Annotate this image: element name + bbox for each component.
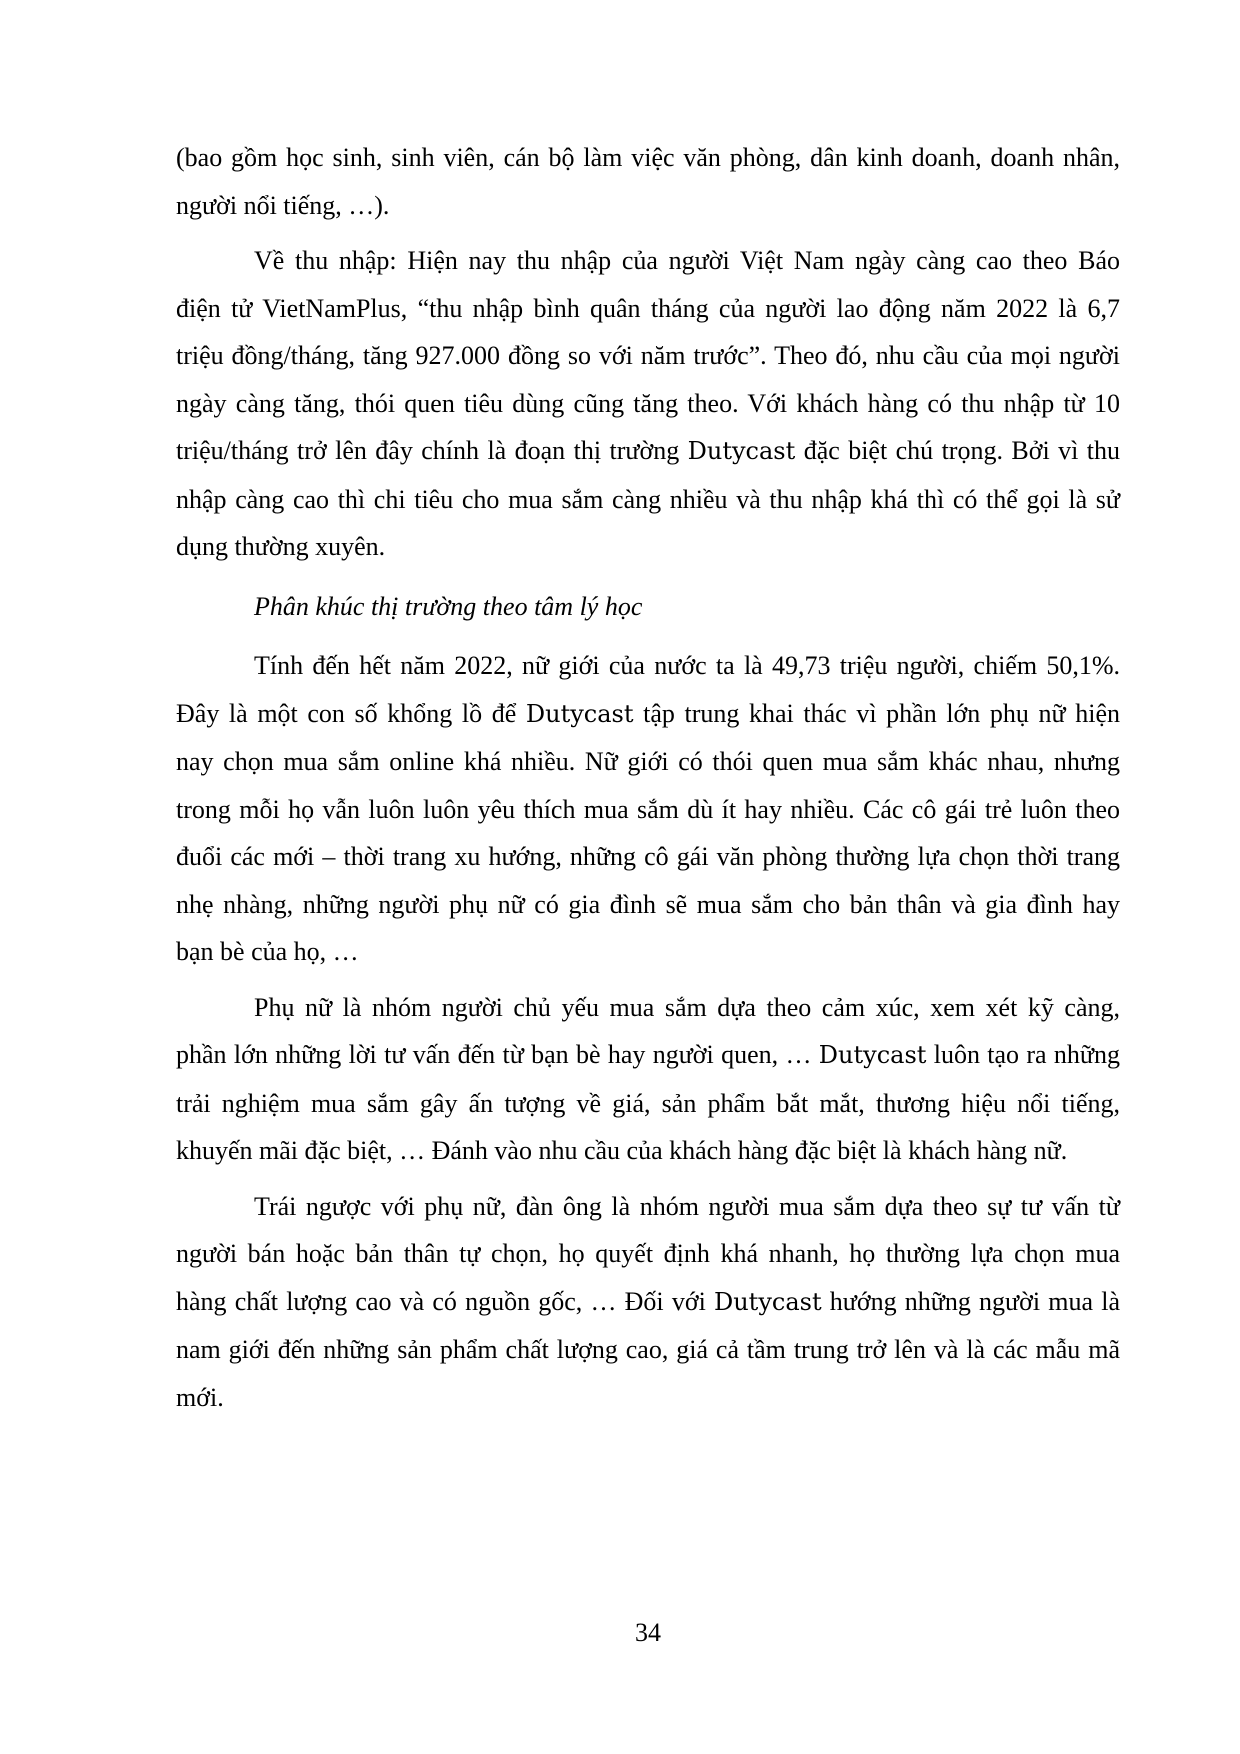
text-line: triệu/tháng trở lên đây chính là đoạn thị trường Dutycast đặc biệt chú trọng. Bởi vì thu (176, 436, 1120, 465)
text-line: Phụ nữ là nhóm người chủ yếu mua sắm dựa theo cảm xúc, xem xét kỹ càng, (254, 992, 1120, 1022)
text-line: phần lớn những lời tư vấn đến từ bạn bè hay người quen, … Dutycast luôn tạo ra những (176, 1040, 1120, 1069)
brand-name: Dutycast (525, 699, 634, 728)
text-line: nay chọn mua sắm online khá nhiều. Nữ giới có thói quen mua sắm khác nhau, nhưng (176, 747, 1120, 776)
text-line: hàng chất lượng cao và có nguồn gốc, … Đối với Dutycast hướng những người mua là (176, 1286, 1120, 1316)
text-line: khuyến mãi đặc biệt, … Đánh vào nhu cầu của khách hàng đặc biệt là khách hàng nữ. (176, 1136, 1068, 1165)
text-line: trong mỗi họ vẫn luôn luôn yêu thích mua sắm dù ít hay nhiều. Các cô gái trẻ luôn theo (176, 794, 1120, 824)
text-line: (bao gồm học sinh, sinh viên, cán bộ làm việc văn phòng, dân kinh doanh, doanh nhân, (176, 143, 1120, 172)
text-line: dụng thường xuyên. (176, 532, 386, 561)
text-line: trải nghiệm mua sắm gây ấn tượng về giá, sản phẩm bắt mắt, thương hiệu nổi tiếng, (176, 1088, 1120, 1118)
paragraph (176, 984, 1120, 1175)
brand-name: Dutycast (713, 1287, 822, 1316)
section-heading (176, 583, 1120, 631)
text-line: người bán hoặc bản thân tự chọn, họ quyết định khá nhanh, họ thường lựa chọn mua (176, 1239, 1120, 1268)
brand-name: Dutycast (818, 1041, 927, 1069)
text-line: Đây là một con số khổng lồ để Dutycast tập trung khai thác vì phần lớn phụ nữ hiện (176, 698, 1120, 728)
text-line: nhẹ nhàng, những người phụ nữ có gia đình sẽ mua sắm cho bản thân và gia đình hay (176, 889, 1120, 919)
text-line: người nổi tiếng, …). (176, 190, 390, 220)
text-line: ngày càng tăng, thói quen tiêu dùng cũng tăng theo. Với khách hàng có thu nhập từ 10 (176, 388, 1120, 418)
text-line: nhập càng cao thì chi tiêu cho mua sắm càng nhiều và thu nhập khá thì có thể gọi là sử (176, 484, 1120, 514)
paragraph (176, 134, 1120, 229)
paragraph (176, 237, 1120, 571)
text-line: Về thu nhập: Hiện nay thu nhập của người Việt Nam ngày càng cao theo Báo (254, 246, 1120, 275)
page-number: 34 (635, 1618, 661, 1647)
text-line: mới. (176, 1382, 224, 1412)
text-line: Phân khúc thị trường theo tâm lý học (254, 591, 643, 621)
brand-name: Dutycast (687, 437, 796, 465)
paragraph (176, 1183, 1120, 1422)
text-line: Trái ngược với phụ nữ, đàn ông là nhóm người mua sắm dựa theo sự tư vấn từ (254, 1191, 1120, 1221)
text-line: triệu đồng/tháng, tăng 927.000 đồng so với năm trước”. Theo đó, nhu cầu của mọi người (176, 341, 1120, 370)
text-line: đuổi các mới – thời trang xu hướng, những cô gái văn phòng thường lựa chọn thời trang (176, 842, 1120, 871)
document-text-body (176, 134, 1120, 1429)
text-line: bạn bè của họ, … (176, 937, 359, 966)
text-line: Tính đến hết năm 2022, nữ giới của nước ta là 49,73 triệu người, chiếm 50,1%. (254, 651, 1120, 680)
paragraph (176, 642, 1120, 976)
text-line: điện tử VietNamPlus, “thu nhập bình quân tháng của người lao động năm 2022 là 6,7 (176, 293, 1120, 323)
text-line: nam giới đến những sản phẩm chất lượng cao, giá cả tầm trung trở lên và là các mẫu mã (176, 1335, 1120, 1364)
